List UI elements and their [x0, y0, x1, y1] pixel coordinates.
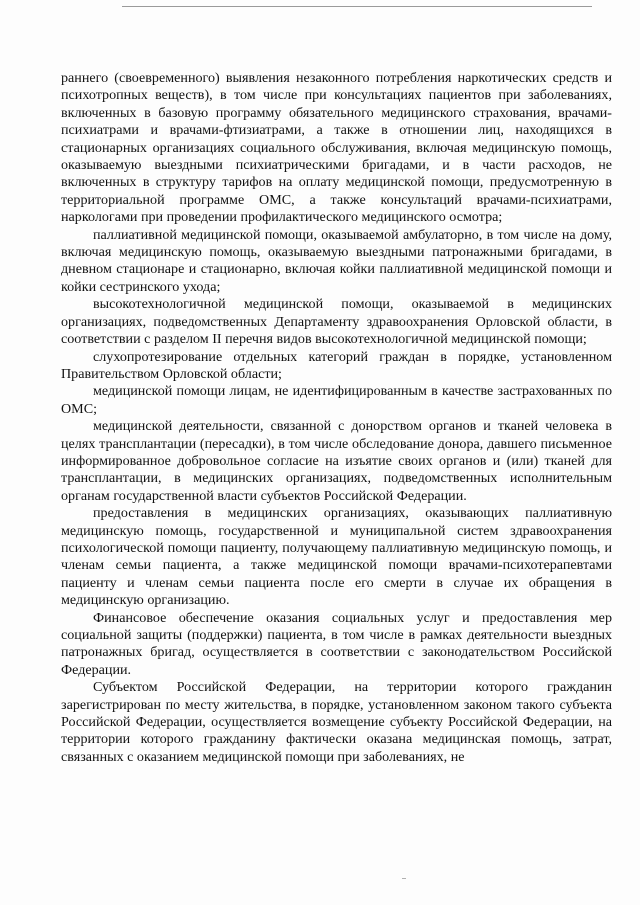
- paragraph-high-tech-care: высокотехнологичной медицинской помощи, оказываемой в медицинских организациях, подведомственных Департаменту здравоохранения Орловской области, в соответствии с разделом II перечня видов высокотехнологичной медицинской помощи;: [61, 296, 612, 348]
- paragraph-cost-reimbursement: Субъектом Российской Федерации, на территории которого гражданин зарегистрирован по месту жительства, в порядке, установленном законом такого субъекта Российской Федерации, осуществляется возмещение субъекту Российской Федерации, на территории которого гражданину фактически оказана медицинская помощь, затрат, связанных с оказанием медицинской помощи при заболеваниях, не: [61, 679, 612, 765]
- paragraph-psychological-help: предоставления в медицинских организациях, оказывающих паллиативную медицинскую помощь, государственной и муниципальной систем здравоохранения психологической помощи пациенту, получающему паллиативную медицинскую помощь, и членам семьи пациента, а также медицинской помощи врачами-психотерапевтами пациенту и членам семьи пациента после его смерти в случае их обращения в медицинскую организацию.: [61, 505, 612, 609]
- paragraph-social-services-funding: Финансовое обеспечение оказания социальных услуг и предоставления мер социальной защиты (поддержки) пациента, в том числе в рамках деятельности выездных патронажных бригад, осуществляется в соответствии с законодательством Российской Федерации.: [61, 609, 612, 678]
- paragraph-uninsured-care: медицинской помощи лицам, не идентифицированным в качестве застрахованных по ОМС;: [61, 383, 612, 417]
- header-rule: [122, 6, 592, 7]
- paragraph-palliative-care: паллиативной медицинской помощи, оказываемой амбулаторно, в том числе на дому, включая медицинскую помощь, оказываемую выездными патронажными бригадами, в дневном стационаре и стационарно, включая койки паллиативной медицинской помощи и койки сестринского ухода;: [61, 226, 612, 295]
- paragraph-hearing-prosthetics: слухопротезирование отдельных категорий граждан в порядке, установленном Правительством Орловской области;: [61, 348, 612, 382]
- scan-artifact: [402, 878, 406, 879]
- paragraph-continuation: раннего (своевременного) выявления незаконного потребления наркотических средств и психотропных веществ), в том числе при консультациях пациентов при заболеваниях, включенных в базовую программу обязательного медицинского страхования, врачами-психиатрами и врачами-фтизиатрами, а также в отношении лиц, находящихся в стационарных организациях социального обслуживания, включая медицинскую помощь, оказываемую выездными психиатрическими бригадами, и в части расходов, не включенных в структуру тарифов на оплату медицинской помощи, предусмотренную в территориальной программе ОМС, а также консультаций врачами-психиатрами, наркологами при проведении профилактического медицинского осмотра;: [61, 70, 612, 226]
- paragraph-organ-donation: медицинской деятельности, связанной с донорством органов и тканей человека в целях трансплантации (пересадки), в том числе обследование донора, давшего письменное информированное добровольное согласие на изъятие своих органов и (или) тканей для трансплантации, в медицинских организациях, подведомственных исполнительным органам государственной власти субъектов Российской Федерации.: [61, 418, 612, 504]
- document-body: [61, 70, 612, 766]
